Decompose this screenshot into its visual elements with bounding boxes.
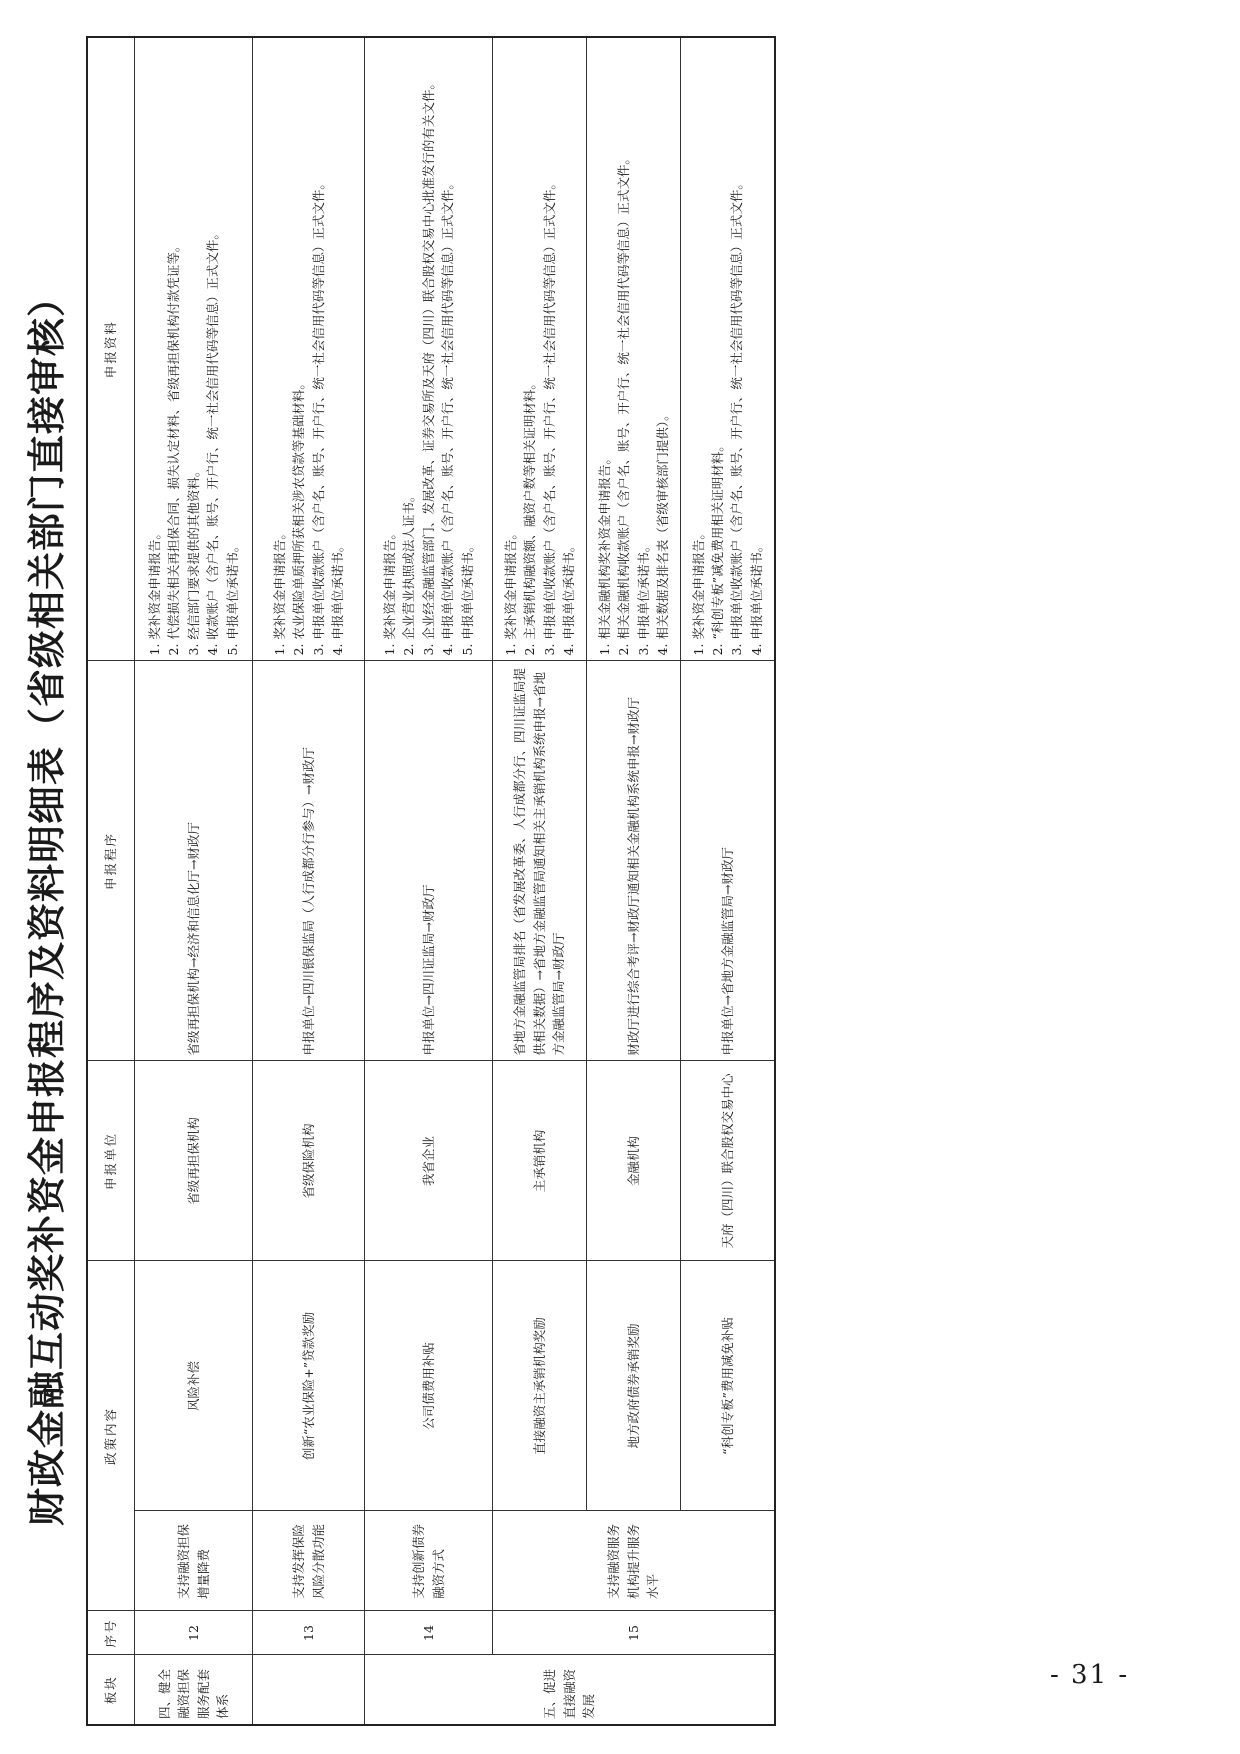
header-procedure: 申报程序 [87, 661, 135, 1061]
material-item: 1. 奖补资金申请报告。 [690, 527, 706, 656]
material-item: 3. 申报单位收款账户（含户名、账号、开户行、统一社会信用代码等信息）正式文件。 [541, 177, 557, 656]
material-item: 2. 代偿损失相关再担保合同、损失认定材料、省级再担保机构付款凭证等。 [166, 239, 182, 656]
table-row [493, 37, 587, 1725]
row-procedure: 省地方金融监管局排名（省发展改革委、人行成都分行、四川证监局提供相关数据）→省地方金融监管局通知相关主承销机构系统申报→省地方金融监管局→财政厅 [493, 661, 587, 1061]
row-category: 支持融资服务机构提升服务水平 [493, 1511, 775, 1611]
material-item: 4. 申报单位承诺书。 [748, 539, 764, 656]
row-unit: 我省企业 [365, 1061, 493, 1261]
row-policy: 直接融资主承销机构奖励 [493, 1261, 587, 1511]
material-item: 4. 申报单位收款账户（含户名、账号、开户行、统一社会信用代码等信息）正式文件。 [440, 177, 456, 656]
material-item: 4. 相关数据及排名表（省级审核部门提供）。 [654, 408, 670, 656]
page-number: - 31 - [1050, 1660, 1130, 1690]
material-item: 3. 申报单位收款账户（含户名、账号、开户行、统一社会信用代码等信息）正式文件。 [310, 177, 326, 656]
header-unit: 申报单位 [87, 1061, 135, 1261]
row-policy: 地方政府债券承销奖励 [587, 1261, 681, 1511]
row-procedure: 申报单位→四川证监局→财政厅 [365, 661, 493, 1061]
application-details-table [86, 36, 776, 1726]
row-number: 12 [135, 1611, 253, 1655]
material-item: 1. 奖补资金申请报告。 [271, 527, 287, 656]
row-number: 15 [493, 1611, 775, 1655]
material-item: 5. 申报单位承诺书。 [224, 539, 240, 656]
row-unit: 省级再担保机构 [135, 1061, 253, 1261]
row-policy: 公司债费用补贴 [365, 1261, 493, 1511]
row-unit: 金融机构 [587, 1061, 681, 1261]
row-materials [681, 37, 775, 661]
material-item: 1. 奖补资金申请报告。 [502, 527, 518, 656]
table-row [681, 37, 775, 1725]
row-policy: 风险补偿 [135, 1261, 253, 1511]
table-row [365, 37, 493, 1725]
header-materials: 申报资料 [87, 37, 135, 661]
material-item: 1. 奖补资金申请报告。 [382, 527, 398, 656]
row-unit: 省级保险机构 [253, 1061, 365, 1261]
row-category: 支持发挥保险风险分散功能 [253, 1511, 365, 1611]
material-item: 1. 奖补资金申请报告。 [147, 527, 163, 656]
table-row [253, 37, 365, 1725]
row-materials [253, 37, 365, 661]
material-item: 4. 申报单位承诺书。 [329, 539, 345, 656]
row-policy: “科创专板”费用减免补贴 [681, 1261, 775, 1511]
material-item: 2. 农业保险单质押所获相关涉农贷款等基础材料。 [291, 377, 307, 656]
table-row [135, 37, 253, 1725]
material-item: 3. 申报单位承诺书。 [635, 539, 651, 656]
row-unit: 天府（四川）联合股权交易中心 [681, 1061, 775, 1261]
material-item: 3. 企业经金融监管部门、发展改革、证券交易所及天府（四川）联合股权交易中心批准发行的有关文件。 [420, 77, 436, 656]
header-section: 板块 [87, 1655, 135, 1725]
row-number: 14 [365, 1611, 493, 1655]
material-item: 2. 相关金融机构收款账户（含户名、账号、开户行、统一社会信用代码等信息）正式文件。 [616, 152, 632, 656]
material-item: 4. 收款账户（含户名、账号、开户行、统一社会信用代码等信息）正式文件。 [205, 227, 221, 656]
material-item: 4. 申报单位承诺书。 [560, 539, 576, 656]
row-procedure: 省级再担保机构→经济和信息化厅→财政厅 [135, 661, 253, 1061]
header-number: 序号 [87, 1611, 135, 1655]
section-cell: 五、促进直接融资发展 [365, 1655, 775, 1725]
material-item: 3. 申报单位收款账户（含户名、账号、开户行、统一社会信用代码等信息）正式文件。 [729, 177, 745, 656]
header-policy: 政策内容 [87, 1261, 135, 1611]
row-materials [587, 37, 681, 661]
table-header-row [87, 37, 135, 1725]
material-item: 3. 经信部门要求提供的其他资料。 [185, 464, 201, 656]
row-category: 支持创新债券融资方式 [365, 1511, 493, 1611]
document-title: 财政金融互动奖补资金申报程序及资料明细表（省级相关部门直接审核） [24, 277, 69, 1526]
row-materials [365, 37, 493, 661]
section-cell: 四、健全融资担保服务配套体系 [135, 1655, 253, 1725]
row-materials [135, 37, 253, 661]
row-unit: 主承销机构 [493, 1061, 587, 1261]
material-item: 1. 相关金融机构奖补资金申请报告。 [596, 452, 612, 656]
material-item: 2. 企业营业执照或法人证书。 [401, 489, 417, 656]
material-item: 2. 主承销机构融资额、融资户数等相关证明材料。 [522, 377, 538, 656]
row-procedure: 申报单位→省地方金融监管局→财政厅 [681, 661, 775, 1061]
row-category: 支持融资担保增量降费 [135, 1511, 253, 1611]
row-procedure: 申报单位→四川银保监局（人行成都分行参与）→财政厅 [253, 661, 365, 1061]
row-materials [493, 37, 587, 661]
material-item: 5. 申报单位承诺书。 [459, 539, 475, 656]
row-number: 13 [253, 1611, 365, 1655]
row-procedure: 财政厅进行综合考评→财政厅通知相关金融机构系统申报→财政厅 [587, 661, 681, 1061]
material-item: 2. “科创专板”减免费用相关证明材料。 [709, 439, 725, 656]
row-policy: 创新“农业保险+”贷款奖励 [253, 1261, 365, 1511]
section-cell-continued [253, 1655, 365, 1725]
table-row [587, 37, 681, 1725]
